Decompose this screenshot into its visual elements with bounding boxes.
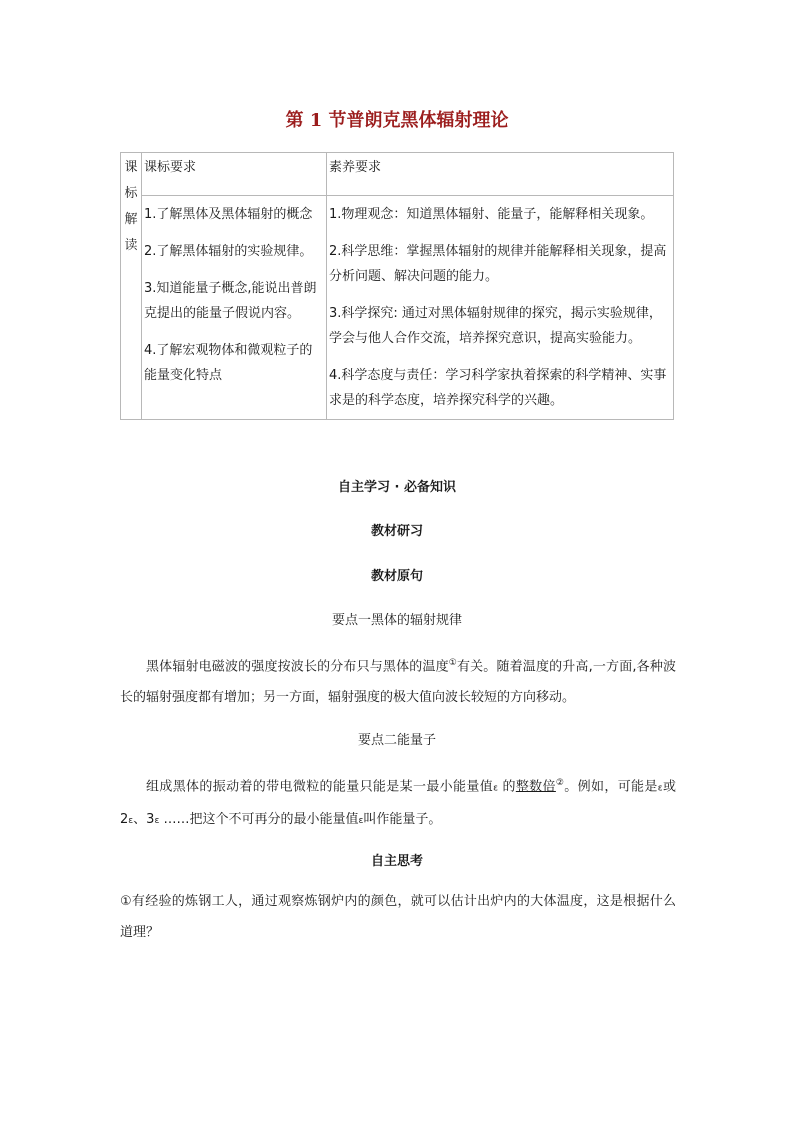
curriculum-requirements-cell — [142, 196, 327, 420]
point2-heading: 要点二能量子 — [357, 733, 436, 748]
point2-text: 的 — [497, 779, 516, 795]
self-think-heading: 自主思考 — [370, 854, 423, 869]
section-heading: 自主学习 · 必备知识 — [338, 480, 456, 495]
curriculum-item: 1.了解黑体及黑体辐射的概念 — [144, 207, 313, 222]
epsilon-symbol: ε — [154, 816, 160, 827]
study-heading: 教材研习 — [370, 524, 423, 539]
side-label-char: 读 — [124, 238, 138, 253]
curriculum-item: 3.知道能量子概念,能说出普朗克提出的能量子假说内容。 — [144, 281, 317, 321]
curriculum-item: 2.了解黑体辐射的实验规律。 — [144, 244, 313, 259]
point1-paragraph — [120, 648, 676, 713]
footnote-marker: ② — [555, 778, 565, 788]
side-label-char: 解 — [124, 212, 138, 227]
epsilon-symbol: ε — [493, 783, 498, 794]
point2-text: 。例如，可能是 — [564, 779, 658, 795]
point2-text: 叫作能量子。 — [363, 812, 442, 828]
curriculum-item: 4.了解宏观物体和微观粒子的能量变化特点 — [144, 343, 313, 383]
point1-text: 有关。随着温度的升高,一方面,各种波长的辐射强度都有增加；另一方面，辐射强度的极大值向波长较短的方向移动。 — [120, 659, 676, 706]
point1-text: 黑体辐射电磁波的强度按波长的分布只与黑体的温度 — [146, 659, 449, 675]
footnote-marker: ① — [448, 658, 457, 668]
col-header-literacy: 素养要求 — [327, 153, 674, 196]
underlined-term: 整数倍 — [515, 779, 556, 795]
epsilon-symbol: ε — [657, 783, 663, 794]
side-label-cell — [121, 153, 142, 420]
literacy-item: 2.科学思维：掌握黑体辐射的规律并能解释相关现象，提高分析问题、解决问题的能力。 — [329, 244, 667, 284]
curriculum-standards-table — [120, 152, 674, 420]
original-text-heading: 教材原句 — [370, 569, 423, 584]
epsilon-symbol: ε — [358, 816, 364, 827]
question-1: ①有经验的炼钢工人，通过观察炼钢炉内的颜色，就可以估计出炉内的大体温度，这是根据什么道理？ — [120, 894, 676, 940]
epsilon-symbol: ε — [128, 816, 134, 827]
point2-text: ……把这个不可再分的最小能量值 — [159, 812, 359, 828]
literacy-item: 3.科学探究: 通过对黑体辐射规律的探究，揭示实验规律，学会与他人合作交流，培养探究意识，提高实验能力。 — [329, 306, 662, 346]
point2-text: 组成黑体的振动着的带电微粒的能量只能是某一最小能量值 — [146, 779, 494, 795]
literacy-requirements-cell — [327, 196, 674, 420]
point2-paragraph — [120, 768, 676, 837]
side-label-char: 课 — [124, 160, 138, 175]
col-header-curriculum: 课标要求 — [142, 153, 327, 196]
literacy-item: 1.物理观念：知道黑体辐射、能量子，能解释相关现象。 — [329, 207, 654, 222]
side-label-char: 标 — [124, 186, 138, 201]
page-title: 第 1 节普朗克黑体辐射理论 — [285, 110, 509, 131]
point2-text: 、3 — [133, 812, 155, 828]
point1-heading: 要点一黑体的辐射规律 — [331, 613, 462, 628]
point2-text: 或2 — [120, 779, 676, 828]
literacy-item: 4.科学态度与责任：学习科学家执着探索的科学精神、实事求是的科学态度，培养探究科学的兴趣。 — [329, 368, 667, 408]
